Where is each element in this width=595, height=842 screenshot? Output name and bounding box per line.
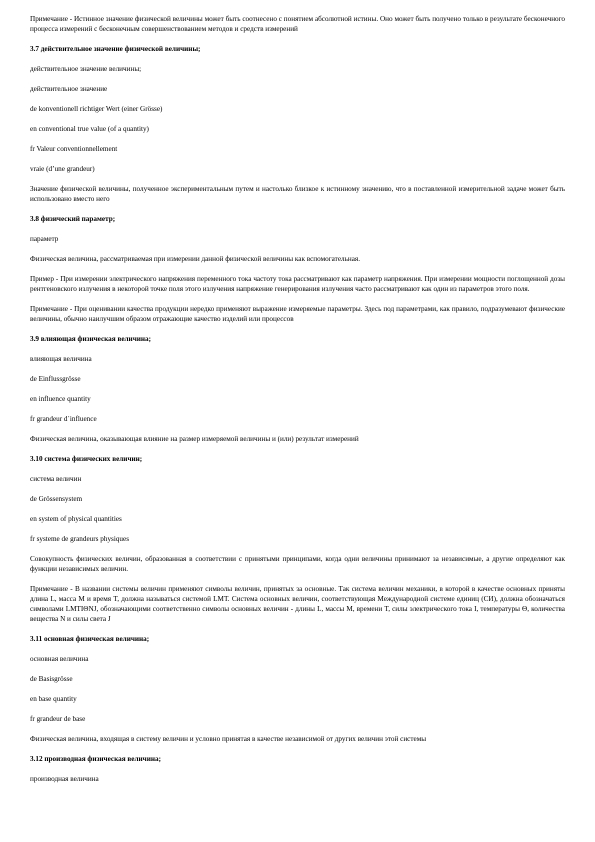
body-paragraph: Значение физической величины, полученное экспериментальным путем и настолько близкое к истинному значению, что в поставленной измерительной задаче может быть использовано вместо него — [30, 185, 565, 203]
section-heading: 3.11 основная физическая величина; — [30, 635, 150, 643]
term-line: действительное значение — [30, 85, 108, 93]
term-line: основная величина — [30, 655, 89, 663]
document-body — [30, 14, 565, 784]
term-line: производная величина — [30, 775, 99, 783]
term-line: de Grössensystem — [30, 495, 83, 503]
term-line: fr grandeur d᾿influence — [30, 415, 97, 423]
body-paragraph: Физическая величина, оказывающая влияние на размер измеряемой величины и (или) результат измерений — [30, 435, 359, 443]
term-line: влияющая величина — [30, 355, 92, 363]
term-line: fr grandeur de base — [30, 715, 86, 723]
section-heading: 3.10 система физических величин; — [30, 455, 143, 463]
term-line: de Einflussgrösse — [30, 375, 81, 383]
body-paragraph: Совокупность физических величин, образованная в соответствии с принятыми принципами, когда одни величины принимают за независимые, а другие определяют как функции независимых величин. — [30, 555, 565, 573]
body-paragraph: Примечание - При оценивании качества продукции нередко применяют выражение измеряемые параметры. Здесь под параметрами, как правило, подразумевают физические величины, обычно наилучшим образом отражающие качество изделий или процессов — [30, 305, 565, 323]
section-heading: 3.7 действительное значение физической величины; — [30, 45, 201, 53]
section-heading: 3.8 физический параметр; — [30, 215, 116, 223]
term-line: de konventionell richtiger Wert (einer Grösse) — [30, 105, 163, 113]
body-paragraph: Примечание - В названии системы величин применяют символы величин, принятых за основные. Так система величин механики, в которой в качестве основных приняты длина L, масса M и время T, должна называться системой LMT. Система основных величин, соответствующая Международной системе единиц (СИ), должна обозначаться символами LMTIΘNJ, обозначающими соответственно символы основных величин - длины L, массы M, времени T, силы электрического тока I, температуры Θ, количества вещества N и силы света J — [30, 585, 565, 623]
term-line: действительное значение величины; — [30, 65, 142, 73]
term-line: en base quantity — [30, 695, 77, 703]
section-heading: 3.9 влияющая физическая величина; — [30, 335, 152, 343]
body-paragraph: Физическая величина, рассматриваемая при измерении данной физической величины как вспомогательная. — [30, 255, 361, 263]
term-line: fr systeme de grandeurs physiques — [30, 535, 130, 543]
term-line: параметр — [30, 235, 59, 243]
body-paragraph: Примечание - Истинное значение физической величины может быть соотнесено с понятием абсолютной истины. Оно может быть получено только в результате бесконечного процесса измерений с бесконечным совершенствованием методов и средств измерений — [30, 15, 565, 33]
term-line: vraie (d’une grandeur) — [30, 165, 95, 173]
term-line: система величин — [30, 475, 82, 483]
term-line: de Basisgrösse — [30, 675, 73, 683]
section-heading: 3.12 производная физическая величина; — [30, 755, 161, 763]
body-paragraph: Физическая величина, входящая в систему величин и условно принятая в качестве независимой от других величин этой системы — [30, 735, 427, 743]
term-line: en system of physical quantities — [30, 515, 122, 523]
term-line: fr Valeur conventionnellement — [30, 145, 118, 153]
term-line: en conventional true value (of a quantity) — [30, 125, 149, 133]
term-line: en influence quantity — [30, 395, 91, 403]
body-paragraph: Пример - При измерении электрического напряжения переменного тока частоту тока рассматривают как параметр напряжения. При измерении мощности поглощенной дозы рентгеновского излучения в некоторой точке поля этого излучения напряжение генерирования излучения часто рассматривают как один из параметров этого поля. — [30, 275, 565, 293]
